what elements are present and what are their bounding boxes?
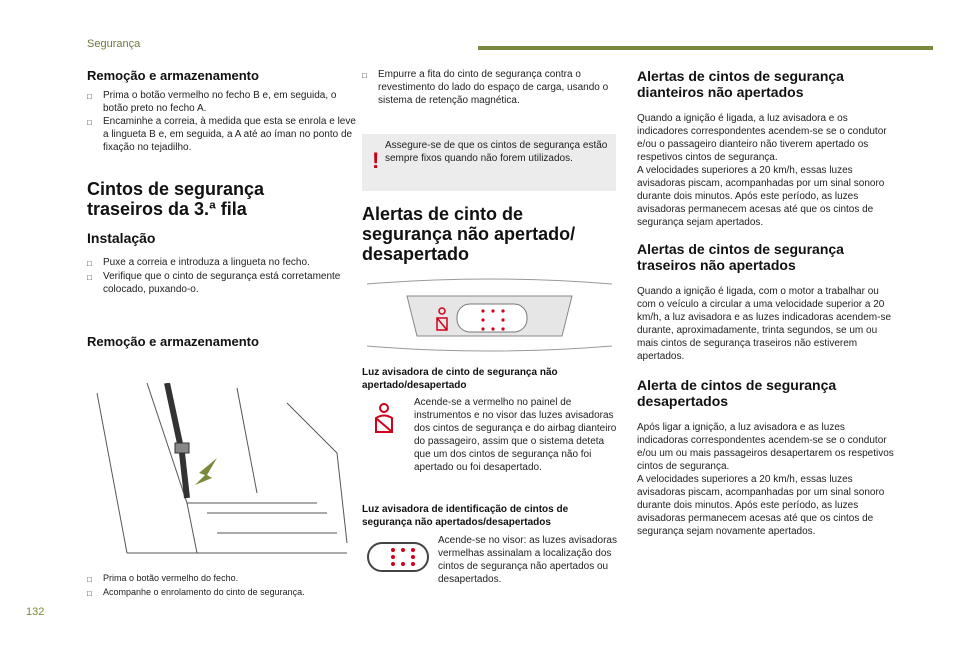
section-title-third-row: Cintos de segurança traseiros da 3.ª fila xyxy=(87,179,265,219)
bullet-icon: □ xyxy=(87,589,92,598)
unfastened-alert-text-2: A velocidades superiores a 20 km/h, essas luzes avisadoras piscam, acompanhadas por um sinal sonoro durante dois minutos. Após este período, as luzes avisadoras permanecem acesas até que os cintos de segurança sejam novamente apertados. xyxy=(637,474,885,537)
list-item: □ Verifique que o cinto de segurança está corretamente colocado, puxando-o. xyxy=(87,271,341,295)
seatbelt-warning-description: Acende-se a vermelho no painel de instrumentos e no visor das luzes avisadoras dos cintos de segurança e do airbag dianteiro do passageiro, assim que o sistema deteta que um dos cintos de segurança não foi apertado ou foi desapertado. xyxy=(414,397,617,473)
bullet-icon: □ xyxy=(87,273,92,282)
bullet-icon: □ xyxy=(87,575,92,584)
removal-list-2 xyxy=(87,572,357,600)
bullet-icon: □ xyxy=(362,71,367,80)
list-item: □ Acompanhe o enrolamento do cinto de segurança. xyxy=(87,587,305,598)
section-title-front-alerts: Alertas de cintos de segurança dianteiros não apertados xyxy=(637,68,844,100)
column-1 xyxy=(87,68,357,355)
front-alerts-text: Quando a ignição é ligada, a luz avisadora e os indicadores correspondentes acendem-se se o condutor e/ou o passageiro dianteiro não tiverem apertado os respetivos cintos de segurança. xyxy=(637,113,887,163)
column-2 xyxy=(362,68,618,107)
column-3 xyxy=(637,68,895,538)
section-title-rear-alerts: Alertas de cintos de segurança traseiros não apertados xyxy=(637,241,844,273)
seatbelt-identification-description: Acende-se no visor: as luzes avisadoras vermelhas assinalam a localização dos cintos de segurança não apertados ou desapertados. xyxy=(438,535,617,585)
seatbelt-stowage-illustration xyxy=(87,383,354,568)
caption-seatbelt-identification: Luz avisadora de identificação de cintos de segurança não apertados/desapertados xyxy=(362,504,569,528)
front-alerts-text-2: A velocidades superiores a 20 km/h, essas luzes avisadoras piscam, acompanhadas por um sinal sonoro durante dois minutos. Após este período, as luzes avisadoras permanecem acesas até que os cintos de segurança sejam apertados. xyxy=(637,165,885,228)
seatbelt-warning-icon xyxy=(372,402,396,434)
list-item: □ Prima o botão vermelho no fecho B e, em seguida, o botão preto no fecho A. xyxy=(87,90,337,114)
warning-note: ! Assegure-se de que os cintos de segurança estão sempre fixos quando não forem utilizados. xyxy=(362,134,616,191)
warning-icon: ! xyxy=(372,148,380,173)
dashboard-seatbelt-display xyxy=(362,274,616,356)
subsection-installation: Instalação xyxy=(87,230,156,246)
section-title-removal-2: Remoção e armazenamento xyxy=(87,334,259,349)
bullet-icon: □ xyxy=(87,118,92,127)
page-number: 132 xyxy=(26,606,45,618)
alerts-title: Alertas de cinto de segurança não apertado/ desapertado xyxy=(362,204,576,264)
unfastened-alert-text: Após ligar a ignição, a luz avisadora e as luzes indicadoras correspondentes acendem-se se o condutor e/ou um ou mais passageiros desapertarem os respetivos cintos de segurança. xyxy=(637,422,894,472)
header-rule xyxy=(478,46,933,50)
list-item: □ Encaminhe a correia, à medida que esta se enrola e leve a lingueta B e, em seguida, a A até ao íman no ponto de fixação no tejadilho. xyxy=(87,116,356,153)
section-title-unfastened-alert: Alerta de cintos de segurança desapertados xyxy=(637,377,837,409)
bullet-icon: □ xyxy=(87,92,92,101)
section-header: Segurança xyxy=(87,38,141,50)
list-item: □ Empurre a fita do cinto de segurança contra o revestimento do lado do espaço de carga, usando o sistema de retenção magnética. xyxy=(362,69,609,106)
list-item: □ Prima o botão vermelho do fecho. xyxy=(87,573,239,584)
seatbelt-identification-icon xyxy=(366,540,430,574)
list-item: □ Puxe a correia e introduza a lingueta no fecho. xyxy=(87,257,310,268)
caption-seatbelt-warning: Luz avisadora de cinto de segurança não apertado/desapertado xyxy=(362,367,558,391)
section-title-removal-1: Remoção e armazenamento xyxy=(87,68,259,83)
bullet-icon: □ xyxy=(87,259,92,268)
rear-alerts-text: Quando a ignição é ligada, com o motor a trabalhar ou com o veículo a circular a uma velocidade superior a 20 km/h, a luz avisadora e as luzes indicadoras acendem-se durante, aproximadamente, trinta segundos, se um ou mais cintos de segurança traseiros não estiverem apertados. xyxy=(637,286,892,362)
